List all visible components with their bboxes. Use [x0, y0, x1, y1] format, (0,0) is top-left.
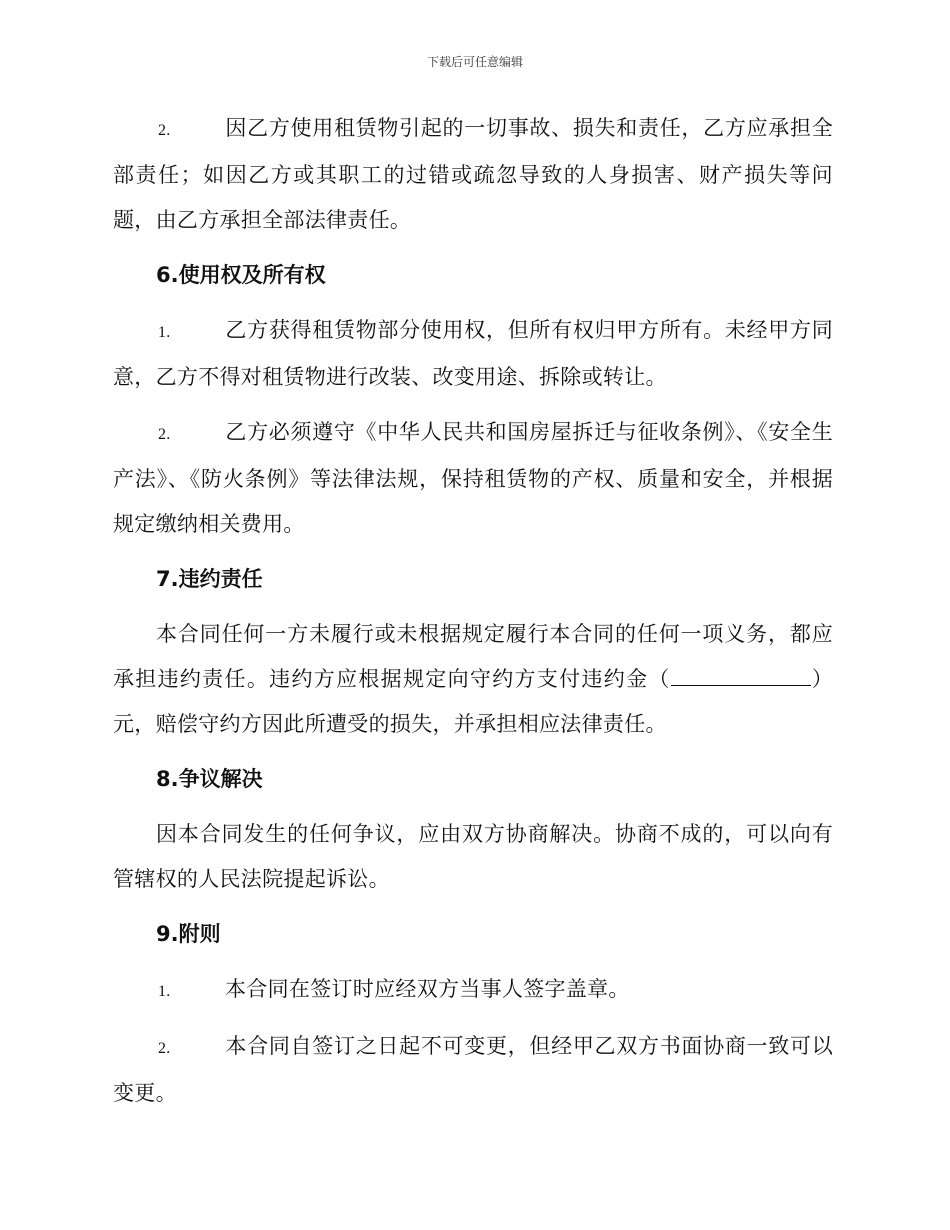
- section-heading-8: 8.争议解决: [156, 767, 263, 791]
- clause-9-item-2: [113, 1024, 833, 1116]
- clause-5-item-2: [113, 106, 833, 243]
- clause-text: 本合同在签订时应经双方当事人签字盖章。: [225, 977, 630, 1001]
- clause-text: 乙方必须遵守《中华人民共和国房屋拆迁与征收条例》、《安全生产法》、《防火条例》等法律法规，保持租赁物的产权、质量和安全，并根据规定缴纳相关费用。: [113, 420, 833, 536]
- list-number: 1.: [158, 983, 171, 1000]
- list-number: 2.: [158, 1040, 171, 1057]
- clause-7-body: [113, 612, 833, 747]
- section-heading-7: 7.违约责任: [156, 567, 263, 591]
- section-heading-6: 6.使用权及所有权: [156, 263, 326, 287]
- clause-6-item-2: [113, 410, 833, 547]
- page-header: 下载后可任意编辑: [426, 55, 523, 69]
- document-body: [113, 106, 833, 1126]
- penalty-amount-blank: [671, 665, 811, 686]
- clause-text: 乙方获得租赁物部分使用权，但所有权归甲方所有。未经甲方同意，乙方不得对租赁物进行改装、改变用途、拆除或转让。: [113, 318, 833, 389]
- clause-8-body: 因本合同发生的任何争议，应由双方协商解决。协商不成的，可以向有管辖权的人民法院提起诉讼。: [113, 822, 833, 891]
- clause-text: 本合同自签订之日起不可变更，但经甲乙双方书面协商一致可以变更。: [113, 1034, 833, 1105]
- list-number: 2.: [158, 122, 171, 139]
- clause-9-item-1: [113, 967, 833, 1014]
- clause-text-after-blank: ）元，赔偿守约方因此所遭受的损失，并承担相应法律责任。: [113, 667, 833, 736]
- clause-text-before-blank: 本合同任何一方未履行或未根据规定履行本合同的任何一项义务，都应承担违约责任。违约方应根据规定向守约方支付违约金（: [113, 622, 833, 691]
- section-heading-9: 9.附则: [156, 922, 221, 946]
- list-number: 1.: [158, 324, 171, 341]
- list-number: 2.: [158, 426, 171, 443]
- clause-6-item-1: [113, 308, 833, 400]
- clause-text: 因乙方使用租赁物引起的一切事故、损失和责任，乙方应承担全部责任；如因乙方或其职工的过错或疏忽导致的人身损害、财产损失等问题，由乙方承担全部法律责任。: [113, 116, 833, 232]
